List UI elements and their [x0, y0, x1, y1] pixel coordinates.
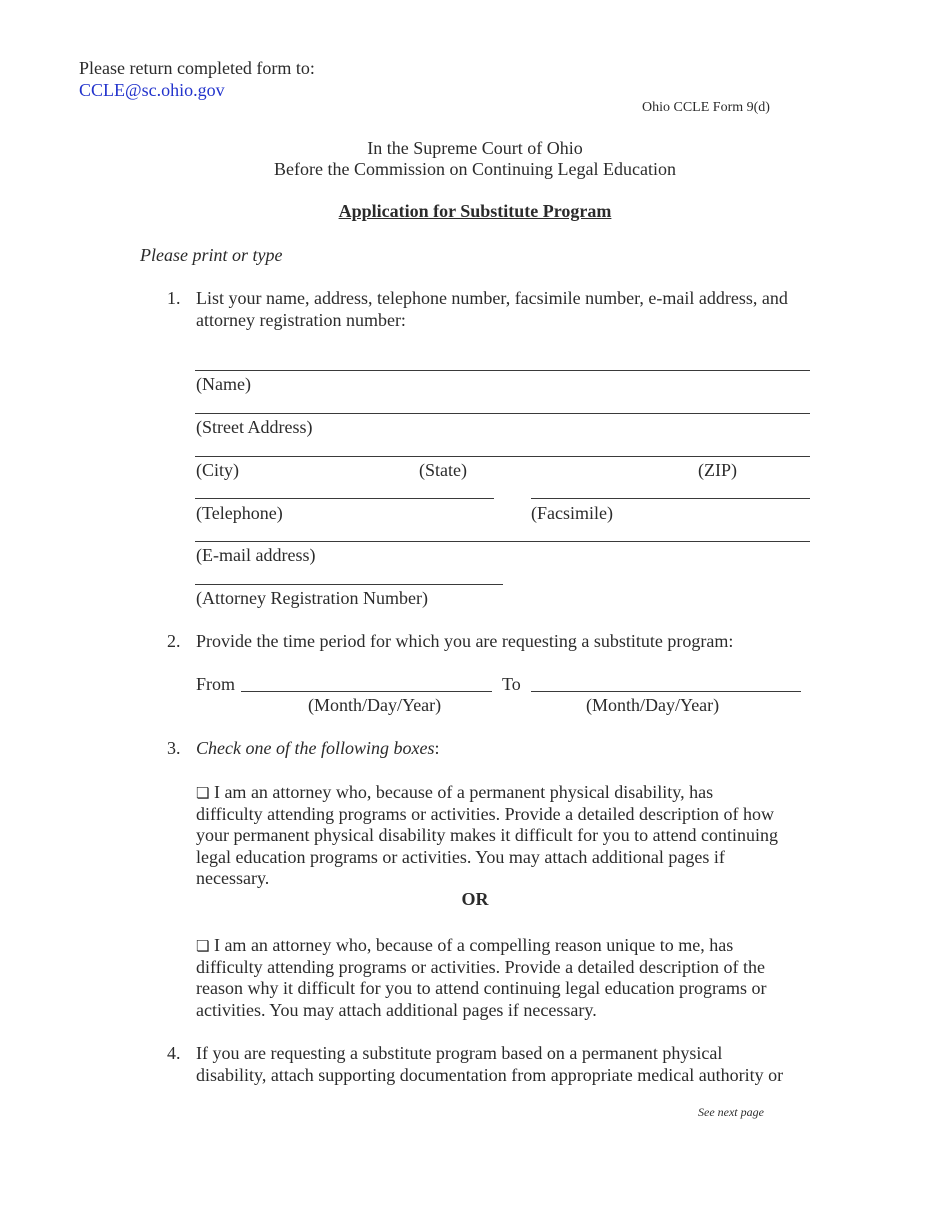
name-field-label: (Name)	[196, 374, 251, 394]
from-label: From	[196, 674, 236, 694]
zip-field-label: (ZIP)	[698, 460, 737, 480]
item-3-colon: :	[434, 738, 440, 758]
item-1-text-line-1: List your name, address, telephone number, facsimile number, e-mail address, and	[196, 288, 788, 308]
page-title	[0, 201, 950, 222]
option-1-checkbox-icon[interactable]: ❏	[196, 784, 210, 802]
name-field-line[interactable]	[195, 370, 810, 371]
email-field-label: (E-mail address)	[196, 545, 316, 565]
street-field-line[interactable]	[195, 413, 810, 414]
city-field-label: (City)	[196, 460, 239, 480]
form-number: Ohio CCLE Form 9(d)	[642, 100, 770, 115]
email-field-line[interactable]	[195, 541, 810, 542]
facsimile-field-line[interactable]	[531, 498, 810, 499]
option-1-text-1: I am an attorney who, because of a permanent physical disability, has	[213, 782, 714, 802]
city-state-zip-field-line[interactable]	[195, 456, 810, 457]
court-line-2: Before the Commission on Continuing Legal Education	[274, 159, 676, 179]
option-1-line-5: necessary.	[196, 868, 270, 888]
item-1-text-line-2: attorney registration number:	[196, 310, 406, 330]
from-date-hint: (Month/Day/Year)	[308, 695, 442, 715]
item-2-number: 2.	[167, 631, 181, 651]
item-3-number: 3.	[167, 738, 181, 758]
court-line-1: In the Supreme Court of Ohio	[367, 138, 583, 158]
option-2-line-4: activities. You may attach additional pages if necessary.	[196, 1000, 597, 1020]
item-1-number: 1.	[167, 288, 181, 308]
page-title-text: Application for Substitute Program	[338, 201, 612, 221]
or-separator: OR	[461, 889, 489, 909]
option-2-line-1	[196, 934, 733, 957]
return-instruction: Please return completed form to:	[79, 58, 315, 78]
option-1-line-4: legal education programs or activities. You may attach additional pages if	[196, 847, 725, 867]
registration-field-line[interactable]	[195, 584, 503, 585]
option-2-checkbox-icon[interactable]: ❏	[196, 937, 210, 955]
option-2-line-3: reason why it difficult for you to attend continuing legal education programs or	[196, 978, 767, 998]
item-4-text-line-2: disability, attach supporting documentation from appropriate medical authority or	[196, 1065, 784, 1085]
item-4-number: 4.	[167, 1043, 181, 1063]
to-date-line[interactable]	[531, 691, 801, 692]
option-1-line-3: your permanent physical disability makes it difficult for you to attend continuing	[196, 825, 779, 845]
print-instruction: Please print or type	[140, 245, 283, 265]
registration-field-label: (Attorney Registration Number)	[196, 588, 428, 608]
option-2-text-1: I am an attorney who, because of a compelling reason unique to me, has	[213, 935, 734, 955]
facsimile-field-label: (Facsimile)	[531, 503, 613, 523]
return-email-link[interactable]	[79, 79, 225, 101]
to-date-hint: (Month/Day/Year)	[586, 695, 720, 715]
item-3-heading	[196, 737, 439, 759]
option-2-line-2: difficulty attending programs or activities. Provide a detailed description of the	[196, 957, 766, 977]
telephone-field-line[interactable]	[195, 498, 494, 499]
option-1-line-1	[196, 781, 713, 804]
item-4-text-line-1: If you are requesting a substitute program based on a permanent physical	[196, 1043, 723, 1063]
option-1-line-2: difficulty attending programs or activities. Provide a detailed description of how	[196, 804, 775, 824]
item-2-text: Provide the time period for which you are requesting a substitute program:	[196, 631, 734, 651]
to-label: To	[502, 674, 521, 694]
from-date-line[interactable]	[241, 691, 492, 692]
telephone-field-label: (Telephone)	[196, 503, 283, 523]
state-field-label: (State)	[419, 460, 467, 480]
see-next-page: See next page	[698, 1105, 764, 1119]
item-3-text: Check one of the following boxes	[196, 738, 435, 758]
email-link-text[interactable]: CCLE@sc.ohio.gov	[79, 80, 225, 100]
street-field-label: (Street Address)	[196, 417, 313, 437]
